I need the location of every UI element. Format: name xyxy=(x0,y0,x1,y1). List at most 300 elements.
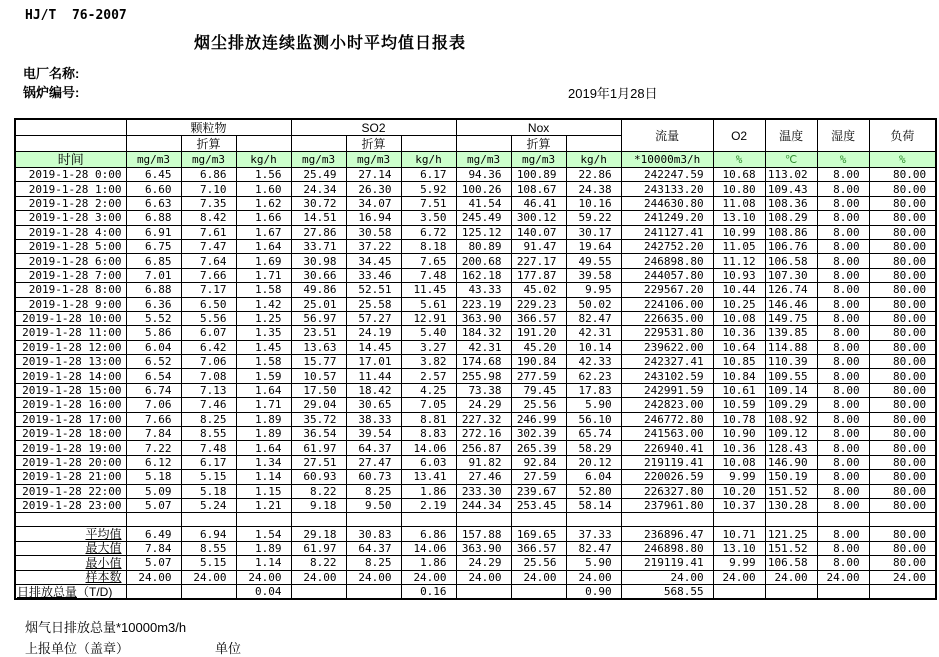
unit-cell: % xyxy=(869,152,936,168)
value-cell: 253.45 xyxy=(511,498,566,512)
value-cell: 174.68 xyxy=(456,355,511,369)
value-cell: 9.99 xyxy=(713,556,765,570)
value-cell: 11.44 xyxy=(346,369,401,383)
value-cell xyxy=(346,584,401,599)
value-cell: 1.14 xyxy=(236,556,291,570)
value-cell: 1.89 xyxy=(236,412,291,426)
empty-cell xyxy=(291,513,346,527)
time-cell: 2019-1-28 7:00 xyxy=(15,268,126,282)
value-cell: 56.10 xyxy=(566,412,621,426)
header-row-groups xyxy=(15,119,936,136)
value-cell: 6.60 xyxy=(126,182,181,196)
value-cell: 7.10 xyxy=(181,182,236,196)
time-cell: 2019-1-28 18:00 xyxy=(15,427,126,441)
value-cell: 13.10 xyxy=(713,211,765,225)
value-cell: 62.23 xyxy=(566,369,621,383)
value-cell: 6.17 xyxy=(181,455,236,469)
value-cell: 6.54 xyxy=(126,369,181,383)
value-cell: 27.47 xyxy=(346,455,401,469)
table-row xyxy=(15,498,936,512)
value-cell: 113.02 xyxy=(765,168,817,182)
value-cell: 108.29 xyxy=(765,211,817,225)
value-cell: 5.15 xyxy=(181,470,236,484)
value-cell: 5.18 xyxy=(126,470,181,484)
value-cell: 5.07 xyxy=(126,498,181,512)
unit-cell: kg/h xyxy=(236,152,291,168)
value-cell: 190.84 xyxy=(511,355,566,369)
value-cell: 8.22 xyxy=(291,484,346,498)
empty-cell xyxy=(126,513,181,527)
value-cell: 8.00 xyxy=(817,254,869,268)
value-cell xyxy=(713,584,765,599)
value-cell: 91.47 xyxy=(511,239,566,253)
value-cell: 24.00 xyxy=(456,570,511,584)
value-cell: 80.00 xyxy=(869,441,936,455)
value-cell: 11.05 xyxy=(713,239,765,253)
value-cell: 8.00 xyxy=(817,225,869,239)
value-cell: 8.42 xyxy=(181,211,236,225)
value-cell: 59.22 xyxy=(566,211,621,225)
empty-cell xyxy=(869,513,936,527)
value-cell: 8.00 xyxy=(817,484,869,498)
group-header-so2: SO2 xyxy=(291,119,456,136)
value-cell: 10.90 xyxy=(713,427,765,441)
empty-cell xyxy=(456,513,511,527)
value-cell: 272.16 xyxy=(456,427,511,441)
value-cell xyxy=(511,584,566,599)
value-cell: 24.00 xyxy=(765,570,817,584)
value-cell: 229531.80 xyxy=(621,326,713,340)
value-cell: 1.62 xyxy=(236,196,291,210)
value-cell: 256.87 xyxy=(456,441,511,455)
column-header-load: 负荷 xyxy=(869,119,936,152)
value-cell: 242327.41 xyxy=(621,355,713,369)
value-cell: 7.66 xyxy=(126,412,181,426)
value-cell: 19.64 xyxy=(566,239,621,253)
value-cell: 226327.80 xyxy=(621,484,713,498)
column-header-temperature: 温度 xyxy=(765,119,817,152)
value-cell: 10.61 xyxy=(713,383,765,397)
value-cell: 80.89 xyxy=(456,239,511,253)
value-cell: 363.90 xyxy=(456,541,511,555)
value-cell: 80.00 xyxy=(869,268,936,282)
value-cell: 80.00 xyxy=(869,498,936,512)
value-cell xyxy=(817,584,869,599)
value-cell: 82.47 xyxy=(566,541,621,555)
value-cell: 80.00 xyxy=(869,225,936,239)
value-cell: 366.57 xyxy=(511,541,566,555)
time-cell: 2019-1-28 11:00 xyxy=(15,326,126,340)
value-cell: 24.00 xyxy=(401,570,456,584)
table-row xyxy=(15,369,936,383)
value-cell: 80.00 xyxy=(869,254,936,268)
value-cell: 6.03 xyxy=(401,455,456,469)
value-cell: 242991.59 xyxy=(621,383,713,397)
value-cell: 13.63 xyxy=(291,340,346,354)
value-cell: 1.86 xyxy=(401,556,456,570)
value-cell: 1.15 xyxy=(236,484,291,498)
value-cell: 8.00 xyxy=(817,498,869,512)
daily-total-label: 日排放总量 xyxy=(17,584,78,599)
value-cell: 10.64 xyxy=(713,340,765,354)
value-cell: 10.37 xyxy=(713,498,765,512)
value-cell: 1.25 xyxy=(236,311,291,325)
value-cell: 6.07 xyxy=(181,326,236,340)
value-cell: 1.64 xyxy=(236,383,291,397)
value-cell: 24.00 xyxy=(346,570,401,584)
value-cell: 1.14 xyxy=(236,470,291,484)
value-cell: 229.23 xyxy=(511,297,566,311)
value-cell: 80.00 xyxy=(869,556,936,570)
time-cell: 2019-1-28 0:00 xyxy=(15,168,126,182)
value-cell: 6.52 xyxy=(126,355,181,369)
value-cell: 5.40 xyxy=(401,326,456,340)
value-cell: 242247.59 xyxy=(621,168,713,182)
value-cell: 80.00 xyxy=(869,369,936,383)
column-header-o2: O2 xyxy=(713,119,765,152)
value-cell: 1.34 xyxy=(236,455,291,469)
header-row-units xyxy=(15,152,936,168)
value-cell: 11.45 xyxy=(401,283,456,297)
table-row xyxy=(15,182,936,196)
value-cell: 22.86 xyxy=(566,168,621,182)
time-cell: 2019-1-28 21:00 xyxy=(15,470,126,484)
table-row xyxy=(15,268,936,282)
value-cell: 30.72 xyxy=(291,196,346,210)
empty-cell xyxy=(15,119,126,136)
table-row xyxy=(15,584,936,599)
value-cell: 110.39 xyxy=(765,355,817,369)
value-cell: 33.46 xyxy=(346,268,401,282)
empty-cell xyxy=(346,513,401,527)
value-cell: 106.58 xyxy=(765,254,817,268)
value-cell: 255.98 xyxy=(456,369,511,383)
value-cell: 169.65 xyxy=(511,527,566,541)
value-cell: 5.90 xyxy=(566,556,621,570)
value-cell: 24.00 xyxy=(236,570,291,584)
time-cell: 2019-1-28 8:00 xyxy=(15,283,126,297)
value-cell: 8.00 xyxy=(817,182,869,196)
separator-row xyxy=(15,513,936,527)
value-cell: 162.18 xyxy=(456,268,511,282)
value-cell: 5.18 xyxy=(181,484,236,498)
plant-name-label: 电厂名称: xyxy=(23,66,80,81)
value-cell: 7.84 xyxy=(126,427,181,441)
value-cell: 241563.00 xyxy=(621,427,713,441)
empty-cell xyxy=(126,136,181,152)
value-cell: 7.17 xyxy=(181,283,236,297)
time-cell: 2019-1-28 2:00 xyxy=(15,196,126,210)
table-row xyxy=(15,556,936,570)
value-cell: 20.12 xyxy=(566,455,621,469)
value-cell: 219119.41 xyxy=(621,556,713,570)
value-cell: 8.83 xyxy=(401,427,456,441)
value-cell: 61.97 xyxy=(291,441,346,455)
value-cell: 8.00 xyxy=(817,211,869,225)
value-cell: 140.07 xyxy=(511,225,566,239)
value-cell: 6.86 xyxy=(401,527,456,541)
value-cell: 177.87 xyxy=(511,268,566,282)
value-cell: 10.59 xyxy=(713,398,765,412)
value-cell: 80.00 xyxy=(869,484,936,498)
value-cell: 30.66 xyxy=(291,268,346,282)
value-cell: 6.50 xyxy=(181,297,236,311)
value-cell: 80.00 xyxy=(869,283,936,297)
value-cell: 24.00 xyxy=(869,570,936,584)
value-cell: 80.00 xyxy=(869,527,936,541)
value-cell: 1.64 xyxy=(236,239,291,253)
value-cell: 6.04 xyxy=(126,340,181,354)
value-cell: 80.00 xyxy=(869,239,936,253)
value-cell: 6.36 xyxy=(126,297,181,311)
table-row xyxy=(15,239,936,253)
value-cell: 10.36 xyxy=(713,326,765,340)
time-cell: 2019-1-28 20:00 xyxy=(15,455,126,469)
value-cell: 7.66 xyxy=(181,268,236,282)
value-cell: 236896.47 xyxy=(621,527,713,541)
value-cell: 9.18 xyxy=(291,498,346,512)
empty-cell xyxy=(713,513,765,527)
value-cell: 6.42 xyxy=(181,340,236,354)
unit-cell: kg/h xyxy=(401,152,456,168)
value-cell: 366.57 xyxy=(511,311,566,325)
value-cell: 14.45 xyxy=(346,340,401,354)
value-cell: 80.00 xyxy=(869,398,936,412)
value-cell: 219119.41 xyxy=(621,455,713,469)
time-cell: 2019-1-28 16:00 xyxy=(15,398,126,412)
time-cell: 2019-1-28 5:00 xyxy=(15,239,126,253)
value-cell: 10.08 xyxy=(713,311,765,325)
table-row xyxy=(15,398,936,412)
column-header-time: 时间 xyxy=(15,152,126,168)
value-cell: 80.00 xyxy=(869,455,936,469)
value-cell: 7.48 xyxy=(401,268,456,282)
value-cell: 226635.00 xyxy=(621,311,713,325)
value-cell: 38.33 xyxy=(346,412,401,426)
empty-cell xyxy=(566,136,621,152)
value-cell: 8.00 xyxy=(817,283,869,297)
time-cell: 2019-1-28 9:00 xyxy=(15,297,126,311)
value-cell: 1.58 xyxy=(236,355,291,369)
value-cell: 27.59 xyxy=(511,470,566,484)
value-cell: 37.22 xyxy=(346,239,401,253)
value-cell: 227.17 xyxy=(511,254,566,268)
value-cell: 242823.00 xyxy=(621,398,713,412)
value-cell: 242752.20 xyxy=(621,239,713,253)
value-cell: 8.00 xyxy=(817,239,869,253)
daily-total-label-cell xyxy=(15,584,126,599)
value-cell: 3.82 xyxy=(401,355,456,369)
value-cell: 108.67 xyxy=(511,182,566,196)
value-cell: 5.15 xyxy=(181,556,236,570)
value-cell: 29.18 xyxy=(291,527,346,541)
monitoring-table xyxy=(14,118,937,600)
value-cell: 9.99 xyxy=(713,470,765,484)
subheader-converted: 折算 xyxy=(181,136,236,152)
value-cell: 241127.41 xyxy=(621,225,713,239)
value-cell: 246772.80 xyxy=(621,412,713,426)
value-cell: 7.51 xyxy=(401,196,456,210)
value-cell: 7.61 xyxy=(181,225,236,239)
value-cell xyxy=(181,584,236,599)
value-cell: 1.66 xyxy=(236,211,291,225)
value-cell: 94.36 xyxy=(456,168,511,182)
empty-cell xyxy=(817,513,869,527)
table-row xyxy=(15,283,936,297)
value-cell: 10.20 xyxy=(713,484,765,498)
value-cell: 27.14 xyxy=(346,168,401,182)
value-cell: 64.37 xyxy=(346,541,401,555)
value-cell: 6.91 xyxy=(126,225,181,239)
value-cell: 8.00 xyxy=(817,311,869,325)
value-cell: 6.49 xyxy=(126,527,181,541)
value-cell: 8.00 xyxy=(817,541,869,555)
value-cell: 10.99 xyxy=(713,225,765,239)
value-cell: 1.89 xyxy=(236,427,291,441)
value-cell: 7.06 xyxy=(181,355,236,369)
value-cell: 5.52 xyxy=(126,311,181,325)
value-cell: 80.00 xyxy=(869,427,936,441)
table-row xyxy=(15,311,936,325)
value-cell: 24.38 xyxy=(566,182,621,196)
value-cell: 223.19 xyxy=(456,297,511,311)
value-cell: 6.85 xyxy=(126,254,181,268)
value-cell: 6.17 xyxy=(401,168,456,182)
value-cell: 243133.20 xyxy=(621,182,713,196)
value-cell: 5.09 xyxy=(126,484,181,498)
value-cell: 8.81 xyxy=(401,412,456,426)
value-cell: 8.00 xyxy=(817,268,869,282)
time-cell: 2019-1-28 14:00 xyxy=(15,369,126,383)
value-cell: 8.25 xyxy=(346,484,401,498)
value-cell: 91.82 xyxy=(456,455,511,469)
value-cell: 300.12 xyxy=(511,211,566,225)
value-cell: 246.99 xyxy=(511,412,566,426)
time-cell: 2019-1-28 4:00 xyxy=(15,225,126,239)
table-row xyxy=(15,383,936,397)
value-cell: 237961.80 xyxy=(621,498,713,512)
empty-cell xyxy=(181,513,236,527)
value-cell: 17.50 xyxy=(291,383,346,397)
value-cell: 220026.59 xyxy=(621,470,713,484)
reporting-unit-label: 上报单位（盖章） xyxy=(25,641,130,656)
value-cell: 46.41 xyxy=(511,196,566,210)
time-cell: 2019-1-28 1:00 xyxy=(15,182,126,196)
value-cell: 200.68 xyxy=(456,254,511,268)
value-cell: 107.30 xyxy=(765,268,817,282)
value-cell: 11.12 xyxy=(713,254,765,268)
value-cell: 6.63 xyxy=(126,196,181,210)
value-cell xyxy=(456,584,511,599)
value-cell: 30.58 xyxy=(346,225,401,239)
value-cell: 5.86 xyxy=(126,326,181,340)
value-cell: 8.00 xyxy=(817,398,869,412)
time-cell: 2019-1-28 19:00 xyxy=(15,441,126,455)
value-cell: 302.39 xyxy=(511,427,566,441)
value-cell: 7.64 xyxy=(181,254,236,268)
empty-cell xyxy=(15,136,126,152)
value-cell: 80.00 xyxy=(869,470,936,484)
value-cell: 30.17 xyxy=(566,225,621,239)
value-cell: 149.75 xyxy=(765,311,817,325)
value-cell: 130.28 xyxy=(765,498,817,512)
empty-cell xyxy=(236,513,291,527)
value-cell: 1.58 xyxy=(236,283,291,297)
subheader-converted: 折算 xyxy=(511,136,566,152)
value-cell: 244.34 xyxy=(456,498,511,512)
value-cell: 8.00 xyxy=(817,297,869,311)
value-cell: 49.55 xyxy=(566,254,621,268)
value-cell: 5.07 xyxy=(126,556,181,570)
table-row xyxy=(15,196,936,210)
value-cell: 1.21 xyxy=(236,498,291,512)
value-cell: 6.45 xyxy=(126,168,181,182)
value-cell: 24.00 xyxy=(291,570,346,584)
value-cell: 17.83 xyxy=(566,383,621,397)
value-cell: 6.04 xyxy=(566,470,621,484)
empty-cell xyxy=(765,513,817,527)
value-cell: 363.90 xyxy=(456,311,511,325)
value-cell: 24.00 xyxy=(621,570,713,584)
value-cell: 10.68 xyxy=(713,168,765,182)
value-cell: 10.84 xyxy=(713,369,765,383)
value-cell: 30.83 xyxy=(346,527,401,541)
value-cell: 13.10 xyxy=(713,541,765,555)
time-cell: 2019-1-28 22:00 xyxy=(15,484,126,498)
time-cell: 2019-1-28 13:00 xyxy=(15,355,126,369)
unit-cell: mg/m3 xyxy=(511,152,566,168)
report-date: 2019年1月28日 xyxy=(568,86,658,101)
table-row xyxy=(15,427,936,441)
value-cell: 24.00 xyxy=(566,570,621,584)
value-cell: 5.61 xyxy=(401,297,456,311)
value-cell: 65.74 xyxy=(566,427,621,441)
value-cell: 191.20 xyxy=(511,326,566,340)
value-cell: 109.14 xyxy=(765,383,817,397)
subheader-converted: 折算 xyxy=(346,136,401,152)
value-cell: 50.02 xyxy=(566,297,621,311)
empty-cell xyxy=(236,136,291,152)
unit-cell: *10000m3/h xyxy=(621,152,713,168)
summary-label: 最大值 xyxy=(85,541,122,556)
value-cell: 79.45 xyxy=(511,383,566,397)
table-row xyxy=(15,527,936,541)
empty-cell xyxy=(566,513,621,527)
value-cell: 37.33 xyxy=(566,527,621,541)
value-cell: 80.00 xyxy=(869,412,936,426)
value-cell: 73.38 xyxy=(456,383,511,397)
value-cell: 109.12 xyxy=(765,427,817,441)
value-cell: 5.90 xyxy=(566,398,621,412)
value-cell: 25.56 xyxy=(511,398,566,412)
value-cell: 239.67 xyxy=(511,484,566,498)
value-cell: 8.00 xyxy=(817,441,869,455)
unit-cell: mg/m3 xyxy=(346,152,401,168)
value-cell: 7.65 xyxy=(401,254,456,268)
value-cell: 80.00 xyxy=(869,297,936,311)
time-cell: 2019-1-28 10:00 xyxy=(15,311,126,325)
value-cell xyxy=(291,584,346,599)
value-cell: 9.50 xyxy=(346,498,401,512)
value-cell: 36.54 xyxy=(291,427,346,441)
time-cell: 2019-1-28 17:00 xyxy=(15,412,126,426)
table-row xyxy=(15,326,936,340)
value-cell: 80.00 xyxy=(869,168,936,182)
value-cell: 60.73 xyxy=(346,470,401,484)
value-cell: 128.43 xyxy=(765,441,817,455)
value-cell: 1.35 xyxy=(236,326,291,340)
value-cell: 7.22 xyxy=(126,441,181,455)
